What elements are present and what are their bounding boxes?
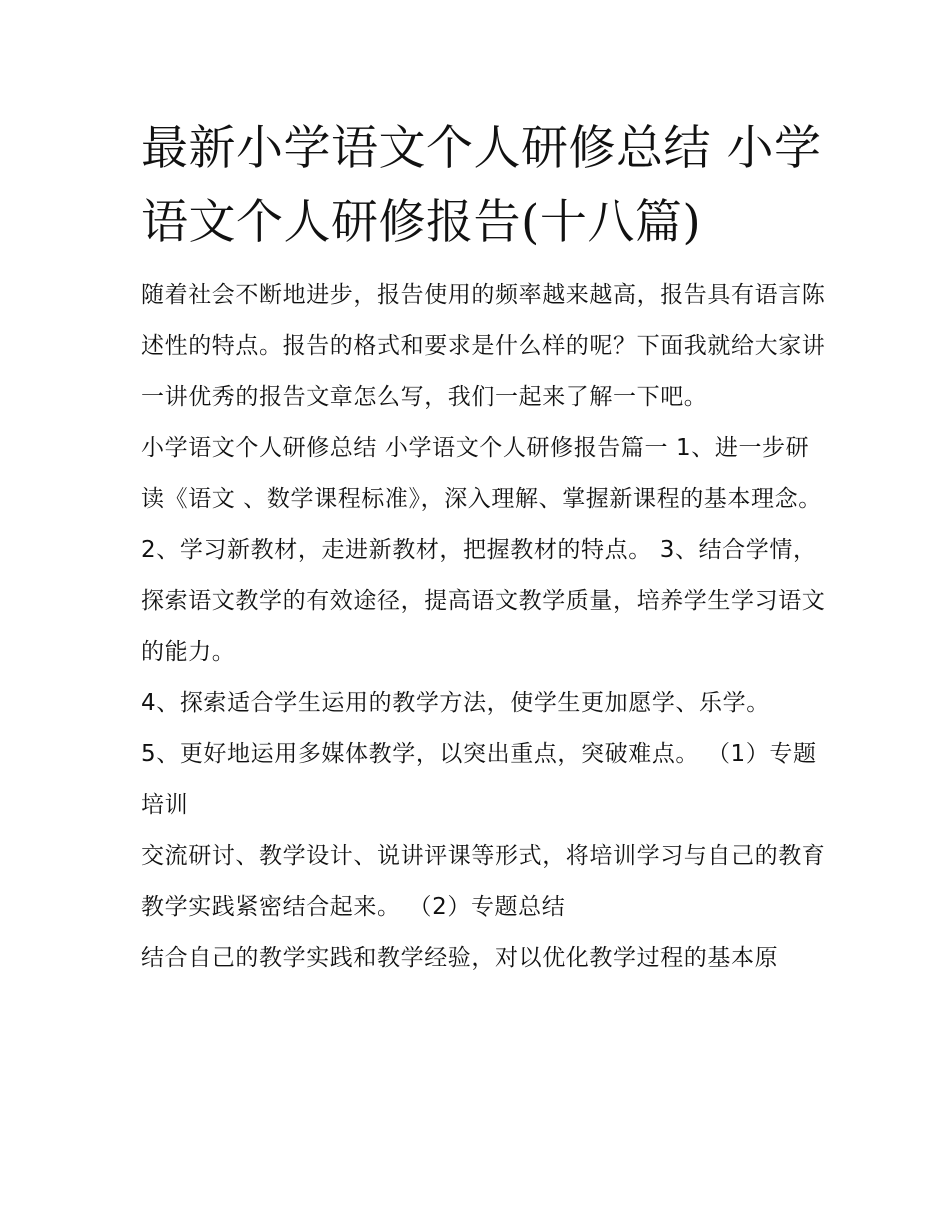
paragraph-6: 结合自己的教学实践和教学经验，对以优化教学过程的基本原: [141, 945, 779, 971]
paragraph-1: 小学语文个人研修总结 小学语文个人研修报告篇一 1、进一步研读《语文 、数学课程标准》，深入理解、掌握新课程的基本理念。: [141, 435, 822, 512]
paragraph-2: 2、学习新教材，走进新教材，把握教材的特点。 3、结合学情，探索语文教学的有效途径，提高语文教学质量，培养学生学习语文的能力。: [141, 537, 826, 665]
paragraph-3: 4、探索适合学生运用的教学方法，使学生更加愿学、乐学。: [141, 690, 770, 716]
document-title: 最新小学语文个人研修总结 小学语文个人研修报告(十八篇): [141, 121, 822, 250]
paragraph-4: 5、更好地运用多媒体教学，以突出重点，突破难点。 （1）专题培训: [141, 741, 817, 818]
paragraph-intro: 随着社会不断地进步，报告使用的频率越来越高，报告具有语言陈述性的特点。报告的格式和要求是什么样的呢？下面我就给大家讲一讲优秀的报告文章怎么写，我们一起来了解一下吧。: [141, 282, 826, 410]
document-page: [141, 112, 831, 984]
paragraph-5: 交流研讨、教学设计、说讲评课等形式，将培训学习与自己的教育教学实践紧密结合起来。 （2）专题总结: [141, 843, 826, 920]
